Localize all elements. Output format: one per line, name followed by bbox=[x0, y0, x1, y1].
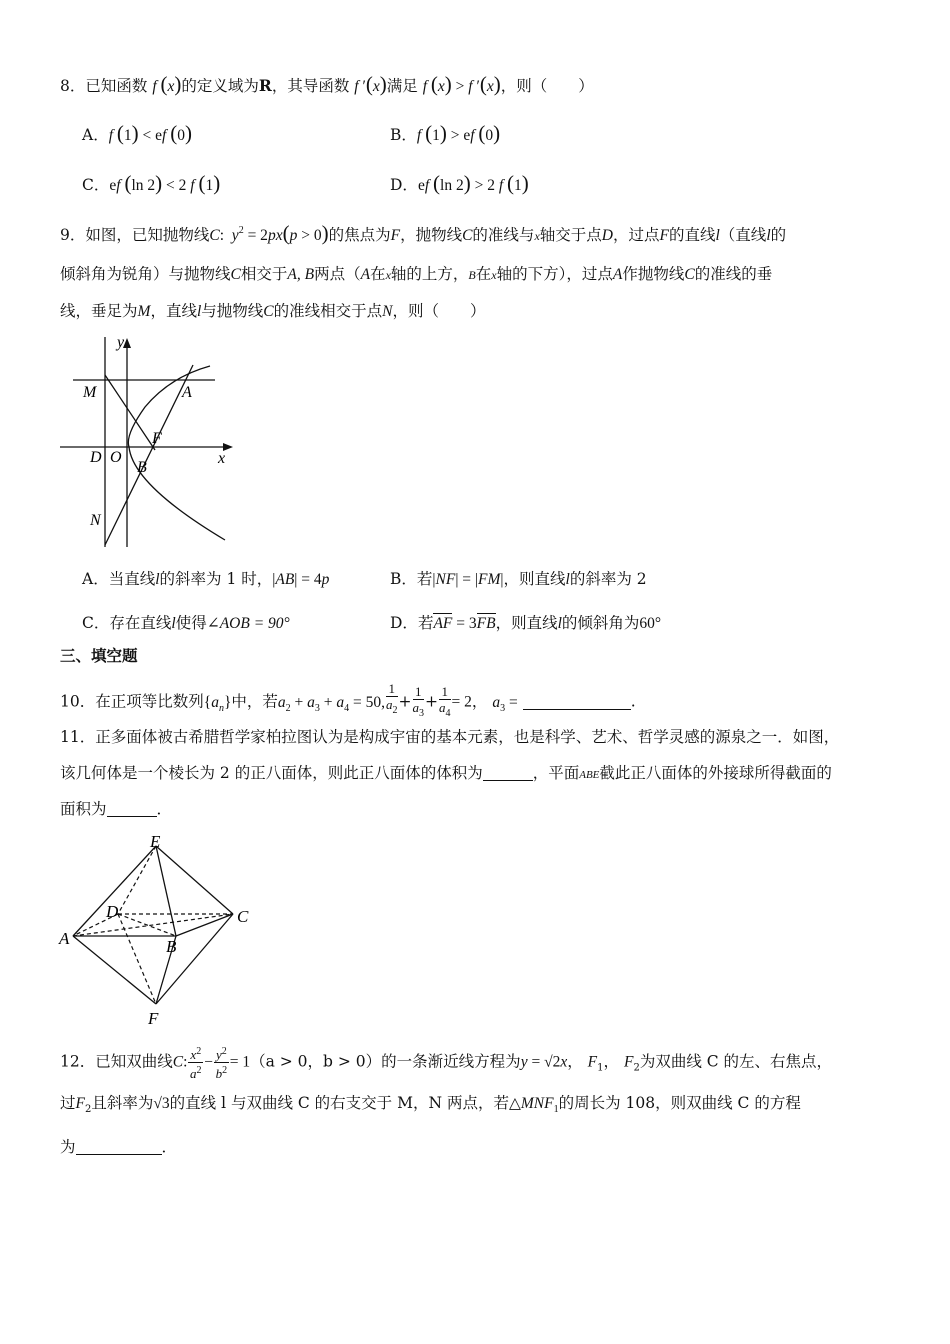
q11-number: 11． bbox=[60, 728, 96, 746]
q8-mid1: 的定义域为 bbox=[181, 77, 259, 95]
t: 且斜率为 bbox=[91, 1094, 154, 1112]
label-M: M bbox=[83, 384, 97, 401]
q12-line3 bbox=[60, 1140, 177, 1156]
q10-line: 10．在正项等比数列$\{a_n\}$中，若$a_2 + a_3 + a_4 = 50$, $\frac{1}{a_2}$ + $\frac{1}{a_3}$ + $\frac{1}{a_4}$ = 2， $a_3$ = . bbox=[60, 681, 636, 719]
t: 为 bbox=[60, 1138, 76, 1156]
q10-number: 10． bbox=[60, 692, 96, 711]
label-D: D bbox=[106, 902, 119, 921]
label-N: N bbox=[90, 512, 101, 529]
option-label: B． bbox=[390, 570, 417, 588]
q9-option-a[interactable]: A．当直线l的斜率为 1 时，|AB| = 4p bbox=[82, 570, 330, 588]
octahedron-figure bbox=[55, 832, 265, 1027]
t: 过 bbox=[60, 1094, 76, 1112]
t: 的准线的垂 bbox=[694, 265, 773, 283]
q9-line1: 9．如图，已知抛物线C: $y^2 = 2px(p > 0)$的焦点为F，抛物线C的准线与x轴交于点D，过点F的直线l（直线l的 bbox=[60, 221, 787, 245]
t: 两点（ bbox=[314, 265, 361, 283]
label-A: A bbox=[182, 384, 192, 401]
parabola-figure bbox=[55, 335, 245, 550]
q8-option-d[interactable]: D．ef (ln 2) > 2 f (1) bbox=[390, 171, 529, 195]
t: 的斜率为 1 时， bbox=[159, 570, 273, 588]
q9-option-b[interactable]: B．若|NF| = |FM|，则直线l的斜率为 2 bbox=[390, 570, 647, 588]
q8-tail: ，则（ ） bbox=[500, 77, 594, 95]
q9-line2: 倾斜角为锐角）与抛物线C相交于A, B两点（A在x轴的上方，B在x轴的下方），过点A作抛物线C的准线的垂 bbox=[60, 265, 773, 283]
q8-stem: 8．已知函数 f (x)的定义域为R，其导函数 f ′(x)满足 f (x) > f ′(x)，则（ ） bbox=[60, 72, 594, 96]
t: ， bbox=[567, 1052, 583, 1071]
section-title: 三、填空题 bbox=[60, 646, 138, 665]
option-label: C． bbox=[82, 614, 110, 632]
label-A: A bbox=[59, 929, 70, 948]
label-D: D bbox=[90, 449, 102, 466]
t: 相交于 bbox=[240, 265, 288, 283]
t: 的焦点为 bbox=[328, 226, 391, 244]
y-axis-arrow bbox=[123, 338, 131, 348]
t: 如图，已知抛物线 bbox=[85, 226, 210, 244]
t: ， bbox=[471, 692, 488, 711]
plane-abe: ABE bbox=[579, 769, 600, 781]
option-label: C． bbox=[82, 176, 110, 194]
q8-option-b[interactable]: B．f (1) > ef (0) bbox=[390, 121, 501, 145]
t: = 2 bbox=[451, 693, 472, 711]
label-F: F bbox=[148, 1009, 159, 1027]
t: 在 bbox=[370, 265, 386, 283]
t: ． bbox=[161, 1138, 178, 1156]
t: 已知双曲线 bbox=[95, 1052, 173, 1071]
t: ，则（ ） bbox=[392, 302, 486, 320]
t: . bbox=[630, 692, 636, 711]
q8-number: 8． bbox=[60, 77, 86, 95]
q8-lead: 已知函数 bbox=[85, 77, 148, 95]
q8-mid3: 满足 bbox=[386, 77, 418, 95]
t: = bbox=[509, 693, 518, 711]
t: 在 bbox=[475, 265, 492, 283]
label-B: B bbox=[166, 937, 177, 956]
answer-blank[interactable] bbox=[523, 695, 631, 710]
t: 截此正八面体的外接球所得截面的 bbox=[599, 764, 832, 782]
label-E: E bbox=[150, 832, 161, 851]
parabola-curve bbox=[128, 366, 225, 540]
t: = 50, bbox=[353, 693, 386, 711]
t: ， bbox=[603, 1052, 620, 1071]
t: 轴的上方， bbox=[390, 265, 469, 283]
q8-mid2: ，其导函数 bbox=[271, 77, 350, 95]
option-label: A． bbox=[82, 126, 109, 144]
q11-line2 bbox=[60, 766, 832, 782]
t: ，抛物线 bbox=[400, 226, 463, 244]
q12-line1: 12．已知双曲线C: $\frac{x^2}{a^2}$ − $\frac{y^2}{b^2}$ = 1（a > 0，b > 0）的一条渐近线方程为y = √2x， $F_1$， $F_2$为双曲线 C 的左、右焦点， bbox=[60, 1046, 833, 1081]
t: ． bbox=[156, 800, 173, 818]
q12-line2: 过$F_2$且斜率为√3的直线 l 与双曲线 C 的右支交于 M，N 两点，若$\triangle MNF_1$的周长为 108，则双曲线 C 的方程 bbox=[60, 1094, 801, 1115]
q12-number: 12． bbox=[60, 1052, 96, 1071]
answer-blank-volume[interactable] bbox=[483, 766, 533, 781]
t: 线，垂足为 bbox=[60, 302, 138, 320]
label-C: C bbox=[237, 907, 249, 926]
t: 的周长为 108，则双曲线 C 的方程 bbox=[558, 1094, 801, 1112]
t: 使得 bbox=[175, 614, 207, 632]
t: ，过点 bbox=[612, 226, 660, 244]
q11-line1 bbox=[60, 730, 839, 746]
t: 作抛物线 bbox=[622, 265, 685, 283]
t: 轴的下方），过点 bbox=[496, 265, 613, 283]
t: 若 bbox=[416, 570, 433, 588]
answer-blank-area[interactable] bbox=[107, 802, 157, 817]
t: 若 bbox=[417, 614, 434, 632]
option-label: D． bbox=[390, 614, 418, 632]
option-label: B． bbox=[390, 126, 417, 144]
t: 存在直线 bbox=[109, 614, 172, 632]
q11-line3 bbox=[60, 802, 172, 818]
q8-option-c[interactable]: C．ef (ln 2) < 2 f (1) bbox=[82, 171, 221, 195]
t: 的一条渐近线方程为 bbox=[381, 1052, 521, 1071]
t: 为双曲线 C 的左、右焦点， bbox=[639, 1052, 833, 1071]
t: 倾斜角为锐角）与抛物线 bbox=[60, 265, 231, 283]
q9-number: 9． bbox=[60, 226, 86, 244]
t: ，则直线 bbox=[495, 614, 558, 632]
label-O: O bbox=[110, 449, 122, 466]
t: 的斜率为 2 bbox=[569, 570, 647, 588]
option-label: A． bbox=[82, 570, 109, 588]
t: 中，若 bbox=[231, 692, 278, 711]
t: ，直线 bbox=[150, 302, 197, 320]
q9-line3: 线，垂足为M，直线l与抛物线C的准线相交于点N，则（ ） bbox=[60, 302, 486, 320]
t: 轴交于点 bbox=[539, 226, 602, 244]
t: ，平面 bbox=[532, 764, 580, 782]
angle: 60° bbox=[639, 615, 662, 632]
t: ，则直线 bbox=[503, 570, 566, 588]
label-B: B bbox=[137, 459, 147, 476]
t: 面积为 bbox=[60, 800, 107, 818]
t: 当直线 bbox=[108, 570, 156, 588]
t: （直线 bbox=[719, 226, 767, 244]
answer-blank[interactable] bbox=[76, 1140, 162, 1155]
t: 的直线 l 与双曲线 C 的右支交于 M，N 两点，若 bbox=[169, 1094, 509, 1112]
label-y: y bbox=[117, 335, 125, 351]
t: 的倾斜角为 bbox=[561, 614, 640, 632]
q8-R: R bbox=[258, 76, 272, 95]
t: 与抛物线 bbox=[201, 302, 264, 320]
t: 的直线 bbox=[668, 226, 716, 244]
t: 的 bbox=[770, 226, 787, 244]
line-MF bbox=[105, 375, 155, 450]
t: 的准线与 bbox=[472, 226, 535, 244]
t: 在正项等比数列 bbox=[95, 692, 204, 711]
t: 该几何体是一个棱长为 2 的正八面体，则此正八面体的体积为 bbox=[60, 764, 483, 782]
t: 正多面体被古希腊哲学家柏拉图认为是构成宇宙的基本元素，也是科学、艺术、哲学灵感的源泉之一．如图， bbox=[95, 728, 840, 746]
q9-option-d[interactable]: D．若AF = 3FB，则直线l的倾斜角为60° bbox=[390, 614, 662, 632]
t: （a > 0，b > 0） bbox=[250, 1052, 382, 1071]
option-label: D． bbox=[390, 176, 418, 194]
q9-option-c[interactable]: C．存在直线l使得∠AOB = 90° bbox=[82, 614, 290, 632]
label-F: F bbox=[152, 430, 162, 447]
q8-option-a[interactable]: A．f (1) < ef (0) bbox=[82, 121, 192, 145]
label-x: x bbox=[218, 450, 226, 467]
t: 的准线相交于点 bbox=[273, 302, 383, 320]
